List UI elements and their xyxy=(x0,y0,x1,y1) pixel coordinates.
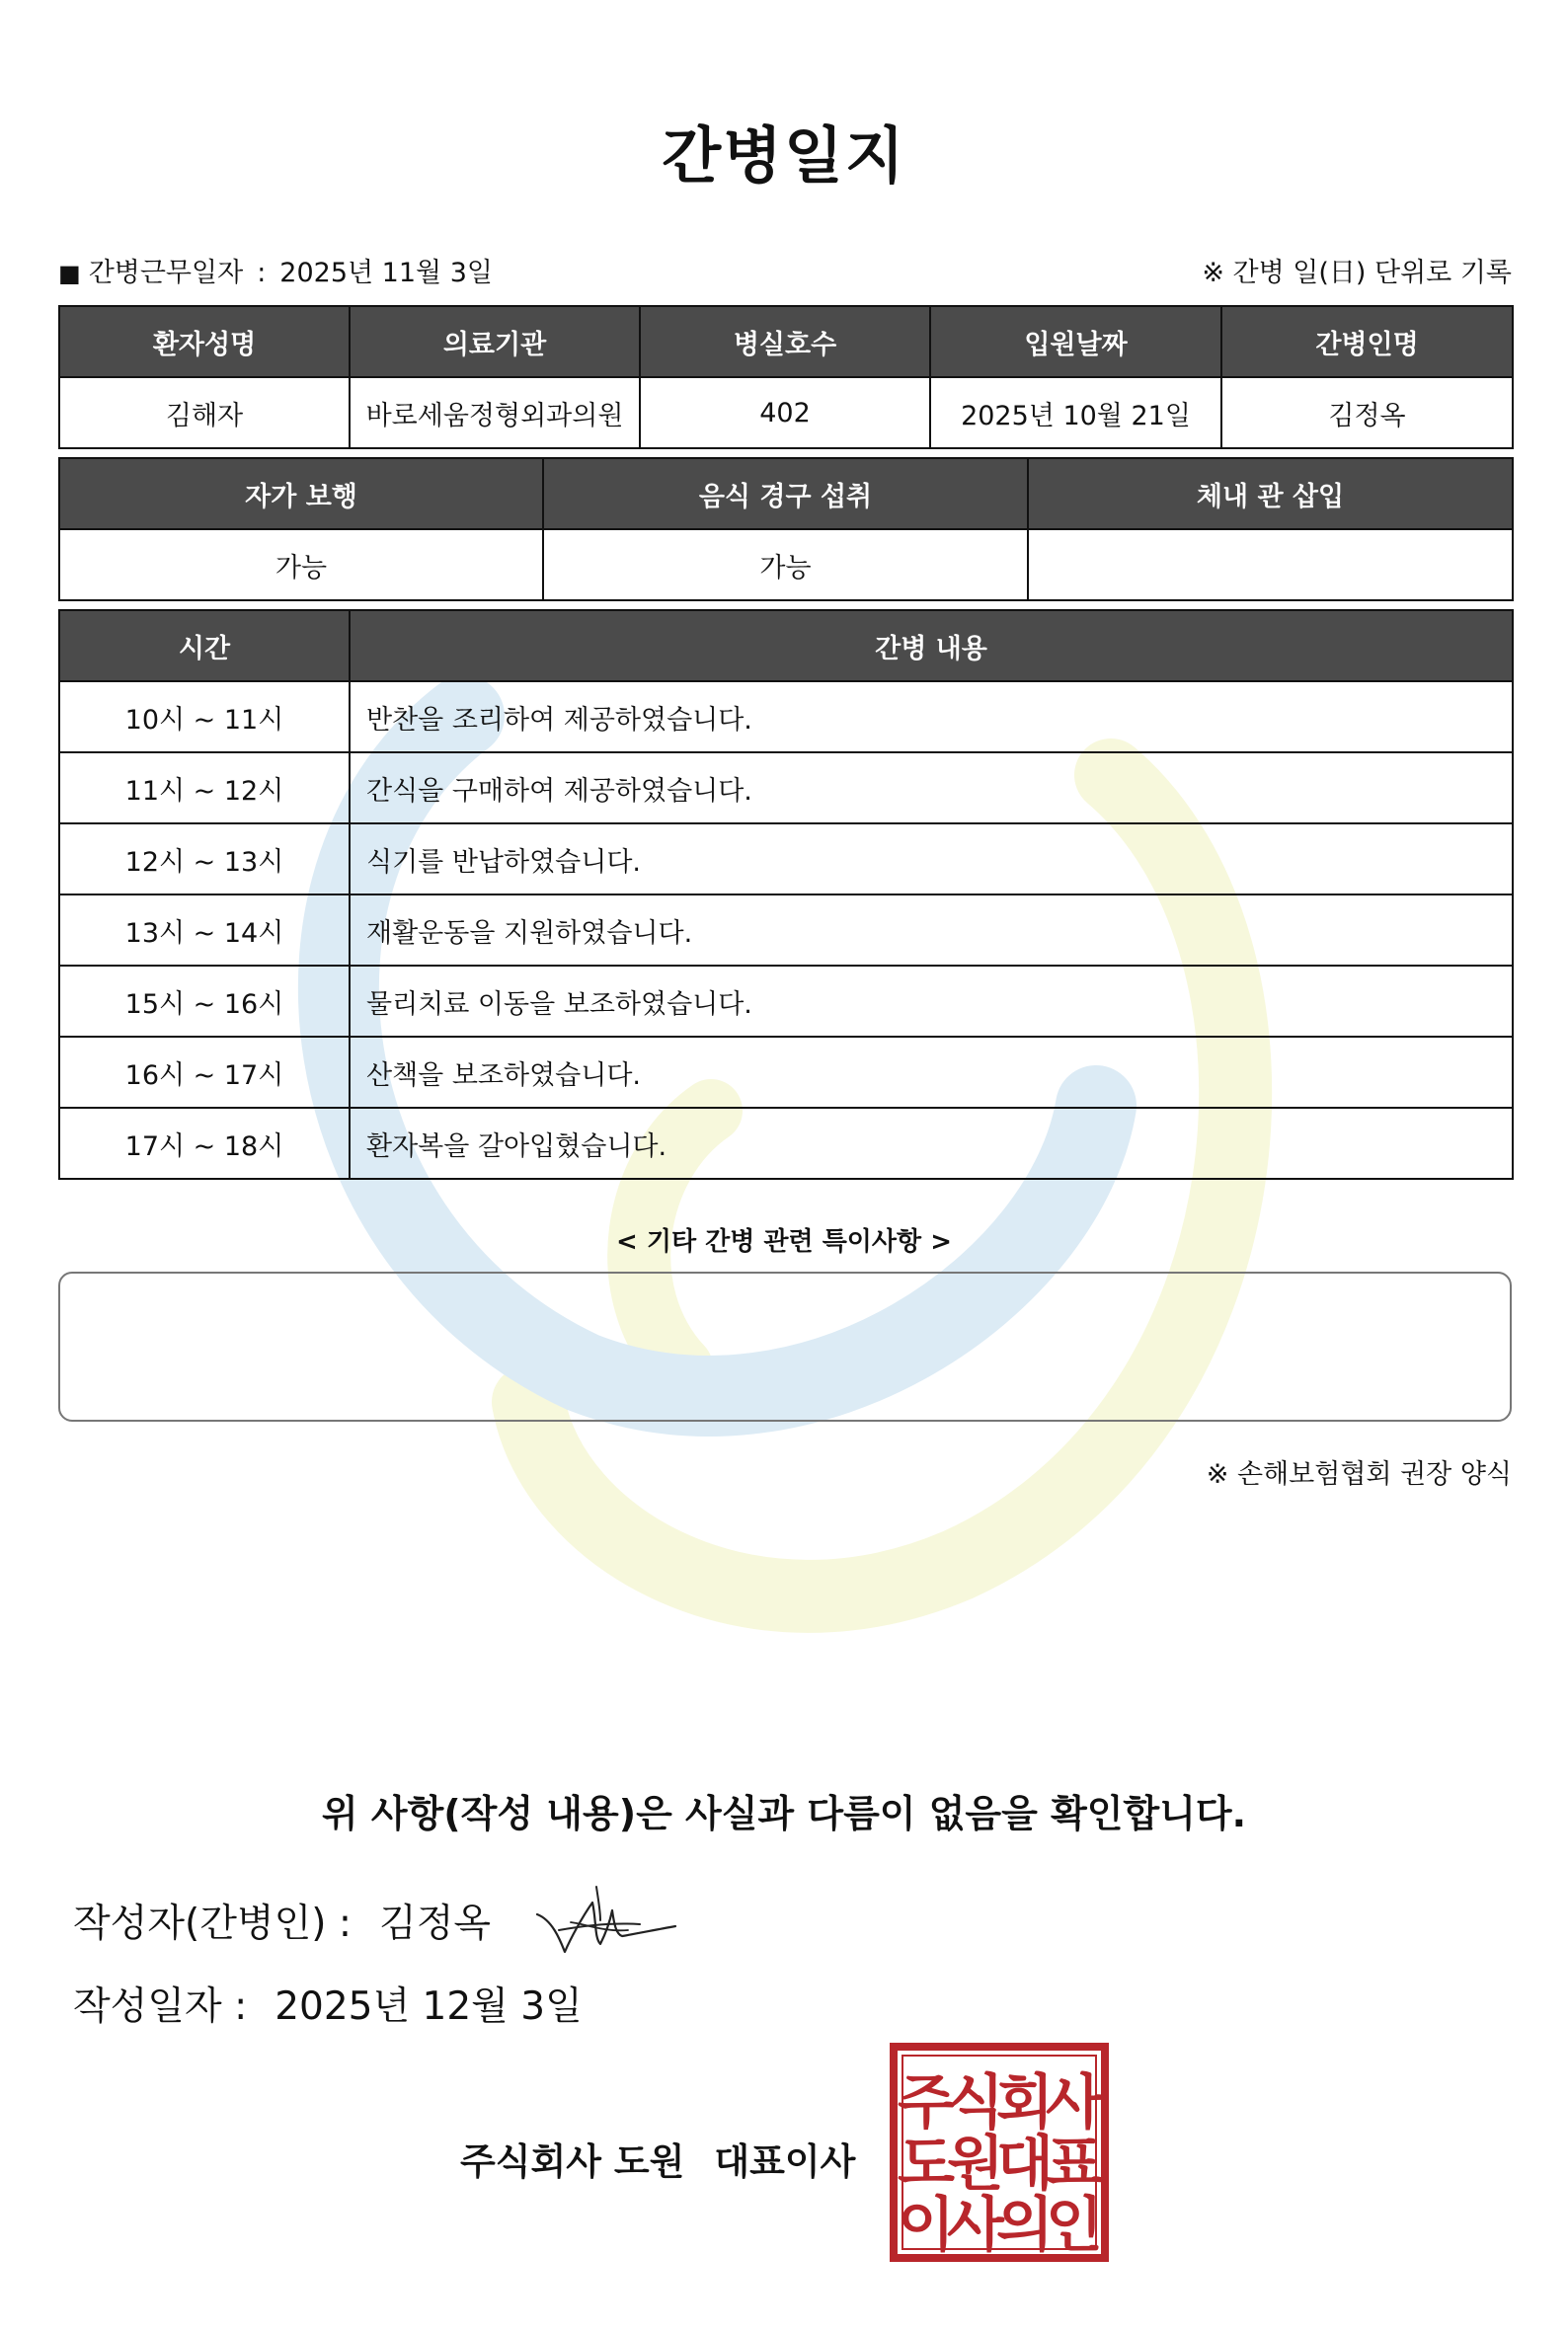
patient-name: 김해자 xyxy=(59,377,350,448)
room-number: 402 xyxy=(640,377,930,448)
seal-char: 이 xyxy=(898,2191,955,2260)
log-content: 반찬을 조리하여 제공하였습니다. xyxy=(350,681,1513,752)
self-walking-value: 가능 xyxy=(59,529,543,600)
header-tube-insertion: 체내 관 삽입 xyxy=(1028,458,1513,529)
seal-char: 주 xyxy=(898,2068,955,2138)
hospital-name: 바로세움정형외과의원 xyxy=(350,377,640,448)
work-date-label: 간병근무일자 xyxy=(88,258,244,288)
written-date-value: 2025년 12월 3일 xyxy=(274,1984,583,2029)
table-row xyxy=(59,681,1513,752)
company-name: 주식회사 도원 xyxy=(460,2140,685,2183)
seal-char: 원 xyxy=(947,2130,1004,2199)
work-date xyxy=(58,251,493,289)
log-time: 15시 ~ 16시 xyxy=(59,966,350,1037)
header-room-number: 병실호수 xyxy=(640,306,930,377)
work-date-value: 2025년 11월 3일 xyxy=(279,258,493,288)
seal-char: 식 xyxy=(947,2068,1004,2138)
writer-line xyxy=(73,1893,491,1948)
table-row xyxy=(59,966,1513,1037)
header-care-content: 간병 내용 xyxy=(350,610,1513,681)
table-row xyxy=(59,752,1513,823)
remarks-box xyxy=(58,1272,1512,1422)
seal-char: 회 xyxy=(996,2068,1054,2138)
representative-title: 대표이사 xyxy=(714,2140,856,2183)
writer-name: 김정옥 xyxy=(379,1902,492,1946)
oral-intake-value: 가능 xyxy=(543,529,1028,600)
admission-date: 2025년 10월 21일 xyxy=(930,377,1221,448)
seal-char: 의 xyxy=(996,2191,1054,2260)
header-oral-intake: 음식 경구 섭취 xyxy=(543,458,1028,529)
log-content: 산책을 보조하였습니다. xyxy=(350,1037,1513,1108)
handwritten-signature xyxy=(531,1881,679,1958)
table-row xyxy=(59,1108,1513,1179)
patient-info-header-row xyxy=(59,306,1513,377)
header-admission-date: 입원날짜 xyxy=(930,306,1221,377)
care-log-header-row xyxy=(59,610,1513,681)
company-line xyxy=(460,2132,855,2185)
written-date-label: 작성일자 : xyxy=(73,1984,248,2029)
header-caregiver-name: 간병인명 xyxy=(1221,306,1513,377)
patient-info-value-row xyxy=(59,377,1513,448)
tube-insertion-value xyxy=(1028,529,1513,600)
header-hospital: 의료기관 xyxy=(350,306,640,377)
table-row xyxy=(59,1037,1513,1108)
document-title: 간병일지 xyxy=(662,119,906,192)
confirmation-statement: 위 사항(작성 내용)은 사실과 다름이 없음을 확인합니다. xyxy=(321,1792,1247,1835)
care-log-table xyxy=(58,609,1514,1180)
header-patient-name: 환자성명 xyxy=(59,306,350,377)
seal-char: 사 xyxy=(947,2191,1004,2260)
company-seal-stamp xyxy=(889,2042,1110,2263)
log-time: 12시 ~ 13시 xyxy=(59,823,350,894)
header-self-walking: 자가 보행 xyxy=(59,458,543,529)
seal-char: 표 xyxy=(1046,2130,1103,2199)
seal-char: 사 xyxy=(1046,2068,1103,2138)
log-time: 17시 ~ 18시 xyxy=(59,1108,350,1179)
square-bullet-icon: ■ xyxy=(58,260,81,287)
patient-info-table xyxy=(58,305,1514,449)
seal-char: 대 xyxy=(996,2130,1054,2199)
log-time: 11시 ~ 12시 xyxy=(59,752,350,823)
log-time: 13시 ~ 14시 xyxy=(59,894,350,966)
table-row xyxy=(59,823,1513,894)
log-content: 물리치료 이동을 보조하였습니다. xyxy=(350,966,1513,1037)
patient-status-header-row xyxy=(59,458,1513,529)
written-date-line xyxy=(73,1976,583,2031)
unit-note: ※ 간병 일(日) 단위로 기록 xyxy=(1202,258,1512,288)
log-content: 환자복을 갈아입혔습니다. xyxy=(350,1108,1513,1179)
seal-char: 인 xyxy=(1046,2191,1103,2260)
caregiver-name: 김정옥 xyxy=(1221,377,1513,448)
work-date-colon: : xyxy=(257,258,267,288)
patient-status-table xyxy=(58,457,1514,601)
table-row xyxy=(59,894,1513,966)
remarks-title: < 기타 간병 관련 특이사항 > xyxy=(616,1227,952,1257)
log-content: 간식을 구매하여 제공하였습니다. xyxy=(350,752,1513,823)
writer-label: 작성자(간병인) : xyxy=(73,1902,353,1946)
patient-status-value-row xyxy=(59,529,1513,600)
log-time: 10시 ~ 11시 xyxy=(59,681,350,752)
header-time: 시간 xyxy=(59,610,350,681)
form-note: ※ 손해보험협회 권장 양식 xyxy=(1206,1459,1512,1490)
log-time: 16시 ~ 17시 xyxy=(59,1037,350,1108)
log-content: 재활운동을 지원하였습니다. xyxy=(350,894,1513,966)
log-content: 식기를 반납하였습니다. xyxy=(350,823,1513,894)
seal-char: 도 xyxy=(898,2130,955,2199)
